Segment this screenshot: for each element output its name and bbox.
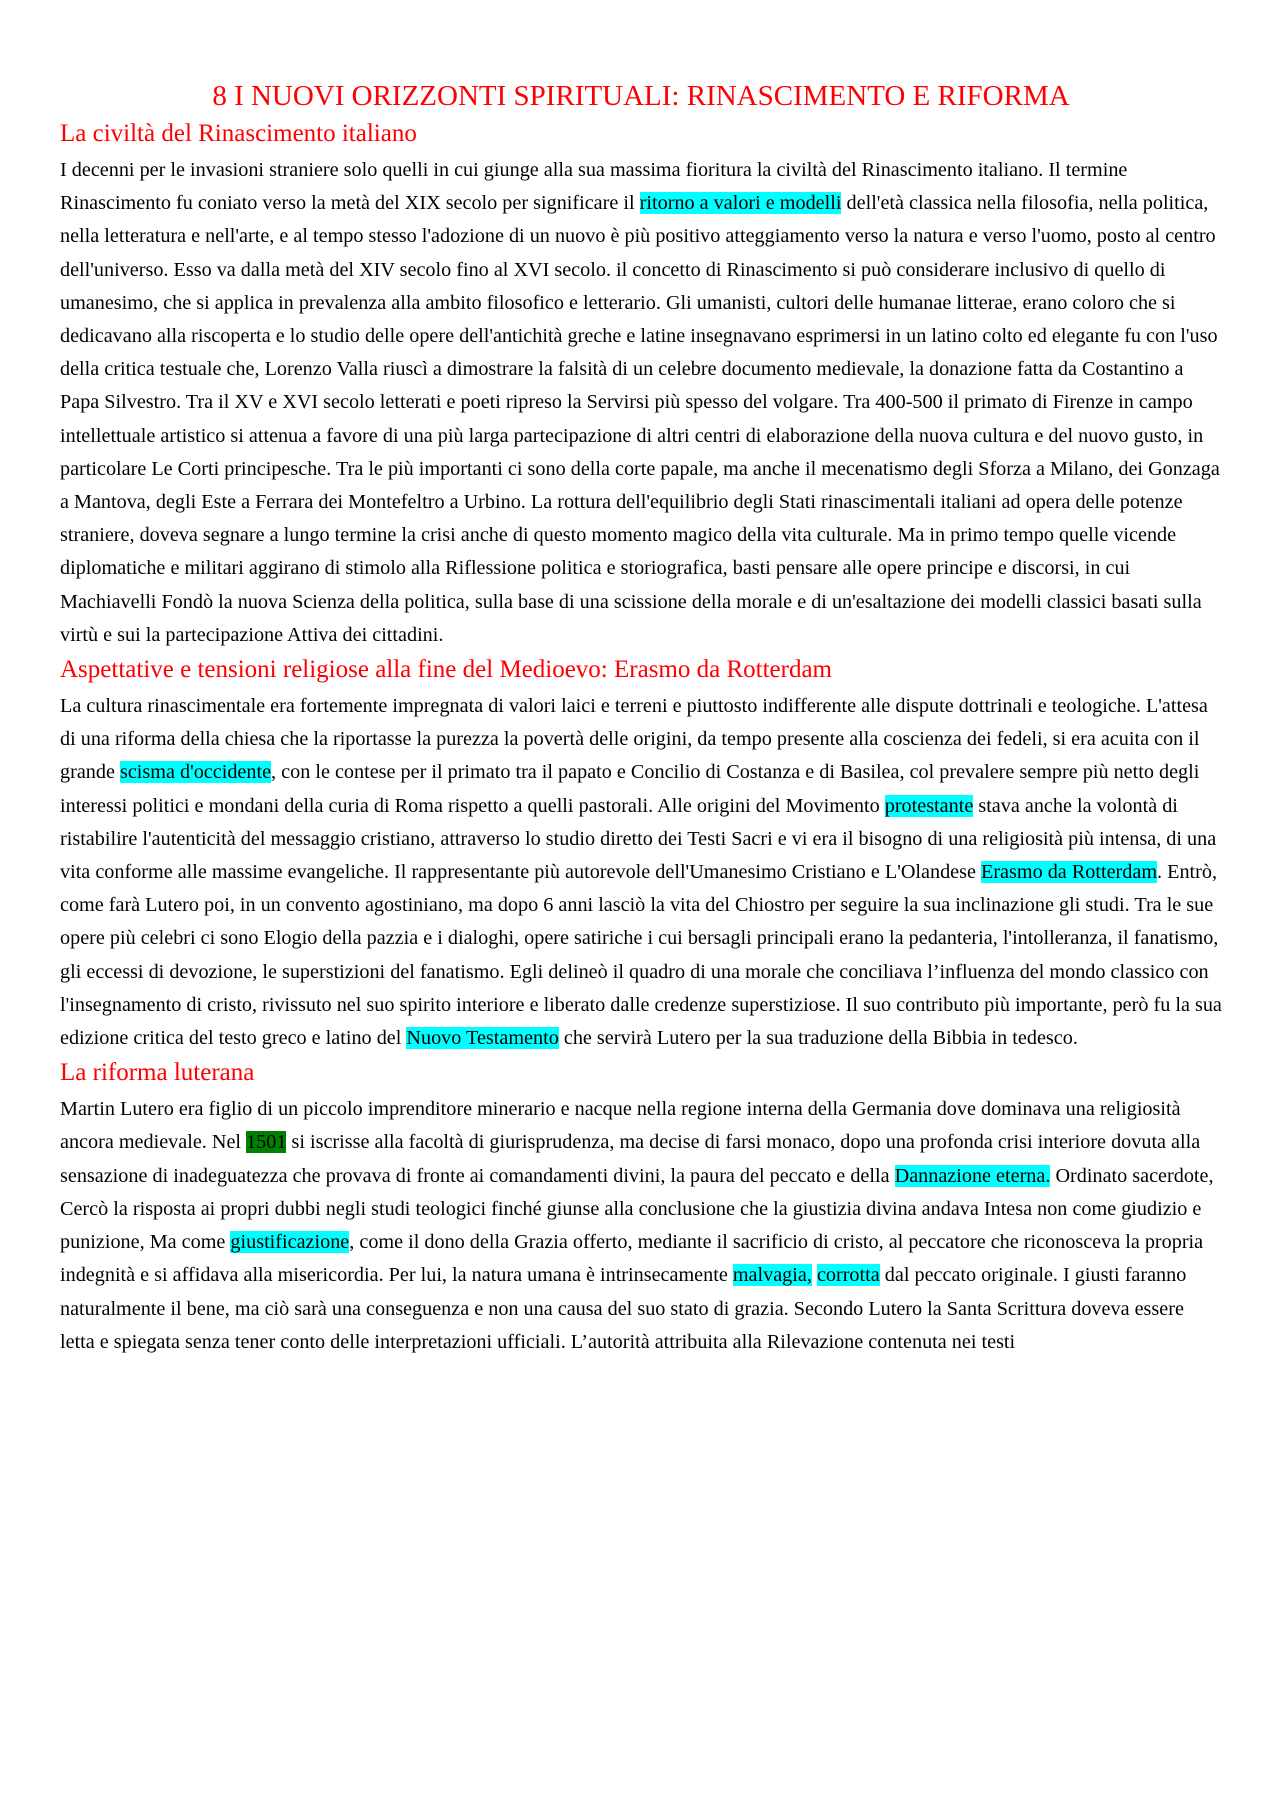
highlighted-term: malvagia,: [732, 1264, 812, 1287]
body-text: Ordinato sacerdote, Cercò la risposta ai propri dubbi negli studi teologici finché giunse alla conclusione che la giustizia divina andava Intesa non come giudizio e punizione, Ma come: [60, 1164, 1214, 1254]
section-body-riforma-luterana: [60, 1093, 1222, 1359]
body-text: , come il dono della Grazia offerto, mediante il sacrificio di cristo, al peccatore che riconosceva la propria indegnità e si affidava alla misericordia. Per lui, la natura umana è intrinsecamente: [60, 1231, 1204, 1287]
body-text: si iscrisse alla facoltà di giurisprudenza, ma decise di farsi monaco, dopo una profonda crisi interiore dovuta alla sensazione di inadeguatezza che provava di fronte ai comandamenti divini, la paura del peccato e della: [60, 1131, 1201, 1187]
highlighted-term: Dannazione eterna.: [894, 1164, 1051, 1187]
section-heading-rinascimento: La civiltà del Rinascimento italiano: [60, 120, 417, 147]
highlighted-term: giustificazione: [230, 1231, 350, 1254]
highlighted-term: Nuovo Testamento: [406, 1027, 559, 1050]
body-text: che servirà Lutero per la sua traduzione della Bibbia in tedesco.: [558, 1027, 1078, 1050]
highlighted-term: protestante: [884, 794, 974, 817]
body-text: dell'età classica nella filosofia, nella politica, nella letteratura e nell'arte, e al tempo stesso l'adozione di un nuovo è più positivo atteggiamento verso la natura e verso l'uomo, posto al centro dell'universo. Esso va dalla metà del XIV secolo fino al XVI secolo. il concetto di Rinascimento si può considerare inclusivo di quello di umanesimo, che si applica in prevalenza alla ambito filosofico e letterario. Gli umanisti, cultori delle humanae litterae, erano coloro che si dedicavano alla riscoperta e lo studio delle opere dell'antichità greche e latine insegnavano esprimersi in un latino colto ed elegante fu con l'uso della critica testuale che, Lorenzo Valla riuscì a dimostrare la falsità di un celebre documento medievale, la donazione fatta da Costantino a Papa Silvestro. Tra il XV e XVI secolo letterati e poeti ripreso la Servirsi più spesso del volgare. Tra 400-500 il primato di Firenze in campo intellettuale artistico si attenua a favore di una più larga partecipazione di altri centri di elaborazione della nuova cultura e del nuovo gusto, in particolare Le Corti principesche. Tra le più importanti ci sono della corte papale, ma anche il mecenatismo degli Sforza a Milano, dei Gonzaga a Mantova, degli Este a Ferrara dei Montefeltro a Urbino. La rottura dell'equilibrio degli Stati rinascimentali italiani ad opera delle potenze straniere, doveva segnare a lungo termine la crisi anche di questo momento magico della vita culturale. Ma in primo tempo quelle vicende diplomatiche e militari aggirano di stimolo alla Riflessione politica e storiografica, basti pensare alle opere principe e discorsi, in cui Machiavelli Fondò la nuova Scienza della politica, sulla base di una scissione della morale e di un'esaltazione dei modelli classici basati sulla virtù e sui la partecipazione Attiva dei cittadini.: [60, 192, 1220, 646]
body-text: I decenni per le invasioni straniere solo quelli in cui giunge alla sua massima fioritura la civiltà del Rinascimento italiano. Il termine Rinascimento fu coniato verso la metà del XIX secolo per significare il: [60, 159, 1128, 215]
body-text: Martin Lutero era figlio di un piccolo imprenditore minerario e nacque nella regione interna della Germania dove dominava una religiosità ancora medievale. Nel: [60, 1098, 1181, 1154]
document-page: [60, 78, 1222, 1361]
section-heading-riforma-luterana: La riforma luterana: [60, 1059, 255, 1087]
highlighted-term: corrotta: [816, 1264, 880, 1287]
highlighted-term: Erasmo da Rotterdam: [981, 861, 1158, 884]
page-title: 8 I NUOVI ORIZZONTI SPIRITUALI: RINASCIMENTO E RIFORMA: [212, 80, 1070, 112]
highlighted-term: ritorno a valori e modelli: [639, 192, 842, 215]
body-text: , con le contese per il primato tra il papato e Concilio di Costanza e di Basilea, col prevalere sempre più netto degli interessi politici e mondani della curia di Roma rispetto a quelli pastorali. Alle origini del Movimento: [60, 761, 1200, 817]
body-text: stava anche la volontà di ristabilire l'autenticità del messaggio cristiano, attraverso lo studio diretto dei Testi Sacri e vi era il bisogno di una religiosità più intensa, di una vita conforme alle massime evangeliche. Il rappresentante più autorevole dell'Umanesimo Cristiano e L'Olandese: [60, 794, 1217, 884]
body-text: . Entrò, come farà Lutero poi, in un convento agostiniano, ma dopo 6 anni lasciò la vita del Chiostro per seguire la sua inclinazione gli studi. Tra le sue opere più celebri ci sono Elogio della pazzia e i dialoghi, opere satiriche i cui bersagli principali erano la pedanteria, l'intolleranza, il fanatismo, gli eccessi di devozione, le superstizioni del fanatismo. Egli delineò il quadro di una morale che conciliava l’influenza del mondo classico con l'insegnamento di cristo, rivissuto nel suo spirito interiore e liberato dalle credenze superstiziose. Il suo contributo più importante, però fu la sua edizione critica del testo greco e latino del: [60, 861, 1222, 1050]
body-text: La cultura rinascimentale era fortemente impregnata di valori laici e terreni e piuttosto indifferente alle dispute dottrinali e teologiche. L'attesa di una riforma della chiesa che la riportasse la purezza la povertà delle origini, da tempo presente alla coscienza dei fedeli, si era acuita con il grande: [60, 695, 1208, 784]
section-heading-erasmo: Aspettative e tensioni religiose alla fine del Medioevo: Erasmo da Rotterdam: [60, 656, 832, 684]
section-body-rinascimento: [60, 154, 1222, 652]
body-text: dal peccato originale. I giusti faranno naturalmente il bene, ma ciò sarà una conseguenza e non una causa del suo stato di grazia. Secondo Lutero la Santa Scrittura doveva essere letta e spiegata senza tener conto delle interpretazioni ufficiali. L’autorità attribuita alla Rilevazione contenuta nei testi: [60, 1264, 1187, 1353]
section-body-erasmo: [60, 690, 1222, 1055]
highlighted-term: scisma d'occidente: [119, 761, 272, 784]
highlighted-date: 1501: [246, 1131, 287, 1154]
